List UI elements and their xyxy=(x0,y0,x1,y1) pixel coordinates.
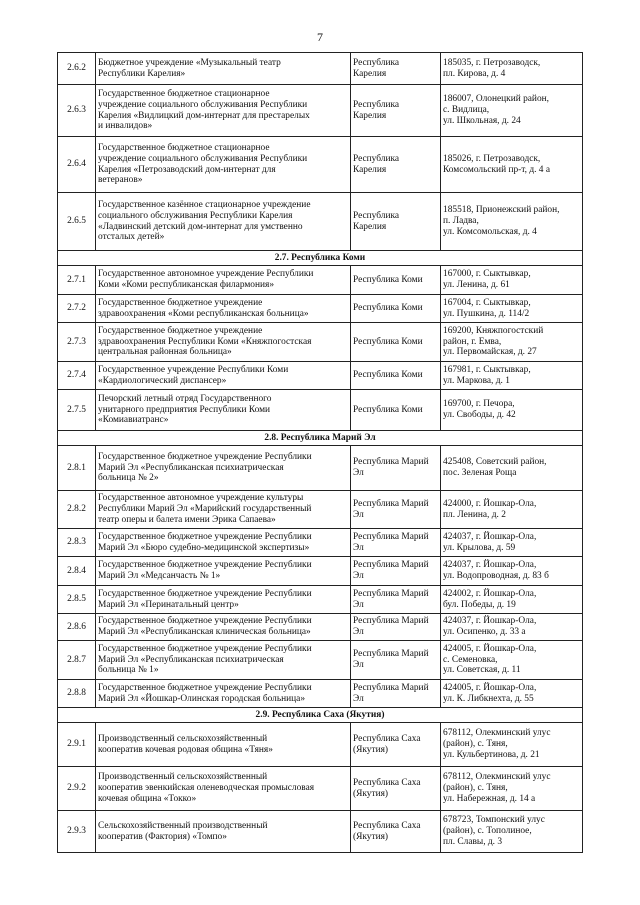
organization-name-cell xyxy=(96,323,351,362)
table-row xyxy=(58,446,583,491)
address-cell xyxy=(441,446,583,491)
address-line: ул. Школьная, д. 24 xyxy=(443,115,521,126)
address-line: район, г. Емва, xyxy=(443,336,502,347)
address-line: ул. Ленина, д. 61 xyxy=(443,280,510,290)
region-name-cell xyxy=(351,586,441,614)
item-number: 2.9.3 xyxy=(58,811,96,853)
organization-name-line: Государственное учреждение Республики Коми xyxy=(98,364,289,375)
region-name-line: Республика Марий xyxy=(353,498,429,509)
address-cell xyxy=(441,811,583,853)
organization-name-line: Бюджетное учреждение «Музыкальный театр xyxy=(98,57,281,68)
organization-name-line: Государственное бюджетное учреждение Республики xyxy=(98,616,312,627)
address-line: 424037, г. Йошкар-Ола, xyxy=(443,560,537,571)
address-line: 678112, Олекминский улус xyxy=(443,772,551,783)
item-number: 2.8.5 xyxy=(58,586,96,614)
organization-name-line: Производственный сельскохозяйственный xyxy=(98,772,268,783)
region-name-line: Карелия xyxy=(353,68,387,79)
address-line: ул. Кульбертинова, д. 21 xyxy=(443,749,540,760)
address-line: 185035, г. Петрозаводск, xyxy=(443,57,541,68)
address-cell xyxy=(441,323,583,362)
address-line: ул. Советская, д. 11 xyxy=(443,665,521,676)
address-line: ул. Свободы, д. 42 xyxy=(443,410,516,420)
organization-name-line: Государственное бюджетное стационарное xyxy=(98,88,270,99)
organization-name-cell xyxy=(96,557,351,586)
item-number: 2.7.1 xyxy=(58,266,96,295)
region-name-line: Республика xyxy=(353,210,400,221)
organization-name-line: унитарного предприятия Республики Коми xyxy=(98,404,271,415)
region-name-line: Эл xyxy=(353,627,364,637)
organization-name-line: учреждение социального обслуживания Республики xyxy=(98,99,308,110)
address-line: ул. Комсомольская, д. 4 xyxy=(443,226,537,237)
region-name-line: Республика Коми xyxy=(353,404,423,415)
organization-name-line: больница № 2» xyxy=(98,473,159,484)
organization-name-line: Печорский летный отряд Государственного xyxy=(98,393,272,404)
organization-name-line: здравоохранения «Коми республиканская больница» xyxy=(98,308,309,319)
address-line: пл. Ленина, д. 2 xyxy=(443,509,506,520)
address-cell xyxy=(441,390,583,431)
table-row xyxy=(58,193,583,251)
item-number: 2.8.4 xyxy=(58,557,96,586)
region-name-line: Республика Коми xyxy=(353,303,423,314)
organization-name-line: Республики Карелия» xyxy=(98,68,186,79)
organization-name-cell xyxy=(96,529,351,557)
organization-name-cell xyxy=(96,446,351,491)
organization-name-line: кооператив (Фактория) «Томпо» xyxy=(98,831,227,842)
region-name-cell xyxy=(351,557,441,586)
region-name-cell xyxy=(351,137,441,193)
organization-name-line: Карелия «Видлицкий дом-интернат для престарелых xyxy=(98,110,310,121)
organization-name-line: здравоохранения Республики Коми «Княжпогостская xyxy=(98,336,312,347)
address-line: 424037, г. Йошкар-Ола, xyxy=(443,616,537,627)
organization-name-cell xyxy=(96,767,351,811)
address-cell xyxy=(441,53,583,85)
organization-name-line: учреждение социального обслуживания Республики xyxy=(98,153,308,164)
region-name-cell xyxy=(351,529,441,557)
organization-name-line: Карелия «Петрозаводский дом-интернат для xyxy=(98,164,276,175)
region-name-line: (Якутия) xyxy=(353,788,389,799)
item-number: 2.7.4 xyxy=(58,362,96,390)
region-name-line: Эл xyxy=(353,693,364,704)
region-name-line: Республика Саха xyxy=(353,733,421,744)
organization-name-line: Государственное бюджетное учреждение xyxy=(98,297,263,308)
address-line: 167981, г. Сыктывкар, xyxy=(443,364,531,375)
region-name-cell xyxy=(351,614,441,641)
organization-name-line: кочевая община «Токко» xyxy=(98,793,197,804)
region-name-line: Республика Марий xyxy=(353,457,429,468)
item-number: 2.7.5 xyxy=(58,390,96,431)
organization-name-cell xyxy=(96,586,351,614)
region-name-line: Эл xyxy=(353,468,364,478)
address-line: (район), с. Тополиное, xyxy=(443,826,532,837)
region-name-line: Республика Коми xyxy=(353,336,423,347)
address-cell xyxy=(441,557,583,586)
organization-name-line: Государственное бюджетное стационарное xyxy=(98,142,270,153)
item-number: 2.6.2 xyxy=(58,53,96,85)
organization-name-cell xyxy=(96,362,351,390)
item-number: 2.8.6 xyxy=(58,614,96,641)
address-line: Комсомольский пр-т, д. 4 а xyxy=(443,164,550,175)
organization-name-line: и инвалидов» xyxy=(98,121,153,132)
organization-name-cell xyxy=(96,193,351,251)
address-line: 424005, г. Йошкар-Ола, xyxy=(443,643,537,654)
organization-name-line: Государственное бюджетное учреждение Республики xyxy=(98,531,312,542)
address-line: бул. Победы, д. 19 xyxy=(443,599,516,610)
region-name-line: (Якутия) xyxy=(353,831,389,842)
organization-name-line: Республики Марий Эл «Марийский государственный xyxy=(98,504,312,515)
address-line: п. Ладва, xyxy=(443,216,479,227)
region-name-line: Республика Марий xyxy=(353,682,429,693)
organization-name-line: Марий Эл «Перинатальный центр» xyxy=(98,599,239,610)
page-number: 7 xyxy=(317,30,323,44)
region-name-cell xyxy=(351,323,441,362)
table-row xyxy=(58,266,583,295)
organization-name-cell xyxy=(96,811,351,853)
address-line: 678723, Томпонский улус xyxy=(443,815,545,826)
item-number: 2.7.3 xyxy=(58,323,96,362)
address-cell xyxy=(441,85,583,137)
address-line: 169200, Княжпогостский xyxy=(443,325,544,336)
address-line: пл. Кирова, д. 4 xyxy=(443,68,506,79)
region-name-cell xyxy=(351,53,441,85)
region-name-line: Эл xyxy=(353,599,364,610)
address-cell xyxy=(441,614,583,641)
address-line: 167004, г. Сыктывкар, xyxy=(443,297,531,308)
address-cell xyxy=(441,193,583,251)
organization-name-cell xyxy=(96,390,351,431)
organization-name-cell xyxy=(96,266,351,295)
table-row xyxy=(58,723,583,767)
region-name-line: Республика xyxy=(353,99,400,110)
item-number: 2.6.3 xyxy=(58,85,96,137)
item-number: 2.9.1 xyxy=(58,723,96,767)
organization-name-cell xyxy=(96,295,351,323)
organization-name-cell xyxy=(96,491,351,529)
region-name-line: Эл xyxy=(353,571,364,581)
item-number: 2.8.8 xyxy=(58,680,96,708)
address-line: 425408, Советский район, xyxy=(443,457,547,468)
organization-name-line: Производственный сельскохозяйственный xyxy=(98,733,268,744)
region-name-line: Эл xyxy=(353,509,364,520)
organization-name-line: Государственное автономное учреждение культуры xyxy=(98,493,304,504)
table-row xyxy=(58,680,583,708)
address-line: 424005, г. Йошкар-Ола, xyxy=(443,682,537,693)
address-line: пл. Славы, д. 3 xyxy=(443,836,503,847)
address-line: 185518, Прионежский район, xyxy=(443,205,560,216)
address-line: ул. Набережная, д. 14 а xyxy=(443,793,536,804)
region-name-line: Республика Коми xyxy=(353,274,423,285)
organization-name-cell xyxy=(96,85,351,137)
organization-name-line: Государственное казённое стационарное учреждение xyxy=(98,199,311,210)
item-number: 2.8.7 xyxy=(58,641,96,680)
organization-name-line: Марий Эл «Республиканская психиатрическая xyxy=(98,462,284,473)
address-cell xyxy=(441,295,583,323)
address-cell xyxy=(441,362,583,390)
address-cell xyxy=(441,266,583,295)
region-name-line: Эл xyxy=(353,660,364,670)
address-line: (район), с. Тяня, xyxy=(443,783,508,794)
region-name-cell xyxy=(351,641,441,680)
region-name-line: Республика Марий xyxy=(353,649,429,660)
region-name-line: Республика Марий xyxy=(353,616,429,627)
organization-name-line: кооператив кочевая родовая община «Тяня» xyxy=(98,744,273,755)
table-row xyxy=(58,323,583,362)
table-row xyxy=(58,614,583,641)
table-row xyxy=(58,557,583,586)
address-cell xyxy=(441,529,583,557)
item-number: 2.6.5 xyxy=(58,193,96,251)
address-line: 186007, Олонецкий район, xyxy=(443,94,549,105)
region-name-line: Эл xyxy=(353,542,364,553)
address-line: ул. Пушкина, д. 114/2 xyxy=(443,308,530,319)
table-row xyxy=(58,811,583,853)
region-name-cell xyxy=(351,491,441,529)
section-header-row xyxy=(58,431,583,446)
address-cell xyxy=(441,767,583,811)
region-name-line: Карелия xyxy=(353,164,387,175)
table-row xyxy=(58,137,583,193)
organization-name-cell xyxy=(96,641,351,680)
table-row xyxy=(58,53,583,85)
item-number: 2.9.2 xyxy=(58,767,96,811)
address-line: с. Семеновка, xyxy=(443,654,498,665)
organization-name-cell xyxy=(96,723,351,767)
address-line: ул. Маркова, д. 1 xyxy=(443,375,510,386)
table-row xyxy=(58,295,583,323)
organization-name-line: «Ладвинский детский дом-интернат для умственно xyxy=(98,221,303,232)
section-title: 2.7. Республика Коми xyxy=(58,251,583,266)
organization-name-line: больница № 1» xyxy=(98,665,159,676)
address-line: 167000, г. Сыктывкар, xyxy=(443,269,531,280)
section-header-row xyxy=(58,708,583,723)
region-name-line: Республика Коми xyxy=(353,370,423,381)
organization-name-line: Марий Эл «Республиканская клиническая больница» xyxy=(98,627,311,637)
address-line: ул. Первомайская, д. 27 xyxy=(443,347,537,358)
table-row xyxy=(58,586,583,614)
organization-name-line: Сельскохозяйственный производственный xyxy=(98,820,268,831)
region-name-line: Республика Марий xyxy=(353,560,429,571)
section-title: 2.8. Республика Марий Эл xyxy=(58,431,583,446)
region-name-cell xyxy=(351,266,441,295)
organization-name-line: Государственное бюджетное учреждение Республики xyxy=(98,588,312,599)
address-line: 185026, г. Петрозаводск, xyxy=(443,153,541,164)
organization-name-line: ветеранов» xyxy=(98,175,143,186)
item-number: 2.8.1 xyxy=(58,446,96,491)
region-name-line: Республика xyxy=(353,57,400,68)
region-name-cell xyxy=(351,193,441,251)
region-name-line: Республика xyxy=(353,153,400,164)
region-name-cell xyxy=(351,295,441,323)
organization-name-line: Коми «Коми республиканская филармония» xyxy=(98,280,275,290)
organization-name-line: Марий Эл «Медсанчасть № 1» xyxy=(98,571,221,581)
table-row xyxy=(58,641,583,680)
section-title: 2.9. Республика Саха (Якутия) xyxy=(58,708,583,723)
address-line: пос. Зеленая Роща xyxy=(443,468,517,478)
organization-name-cell xyxy=(96,137,351,193)
organization-name-line: отсталых детей» xyxy=(98,232,165,243)
item-number: 2.7.2 xyxy=(58,295,96,323)
organization-name-line: кооператив эвенкийская оленеводческая промысловая xyxy=(98,783,315,794)
organization-name-cell xyxy=(96,614,351,641)
organization-name-line: Государственное автономное учреждение Республики xyxy=(98,269,314,280)
region-name-line: Карелия xyxy=(353,221,387,232)
address-line: (район), с. Тяня, xyxy=(443,739,508,750)
address-line: 169700, г. Печора, xyxy=(443,399,515,410)
address-cell xyxy=(441,723,583,767)
item-number: 2.8.2 xyxy=(58,491,96,529)
organization-name-cell xyxy=(96,680,351,708)
organization-name-line: «Кардиологический диспансер» xyxy=(98,375,227,386)
address-cell xyxy=(441,137,583,193)
region-name-cell xyxy=(351,680,441,708)
table-row xyxy=(58,529,583,557)
organization-name-line: Государственное бюджетное учреждение Республики xyxy=(98,560,312,571)
registry-table-body xyxy=(58,53,583,853)
table-row xyxy=(58,362,583,390)
organization-name-line: Марий Эл «Республиканская психиатрическая xyxy=(98,654,284,665)
address-line: 424037, г. Йошкар-Ола, xyxy=(443,531,537,542)
organization-name-line: театр оперы и балета имени Эрика Сапаева» xyxy=(98,514,276,525)
organization-name-line: Государственное бюджетное учреждение xyxy=(98,325,263,336)
address-line: 424000, г. Йошкар-Ола, xyxy=(443,498,537,509)
organization-name-line: Марий Эл «Йошкар-Олинская городская больница» xyxy=(98,693,306,704)
address-cell xyxy=(441,680,583,708)
organization-name-line: Марий Эл «Бюро судебно-медицинской экспертизы» xyxy=(98,542,310,553)
section-header-row xyxy=(58,251,583,266)
organization-name-line: Государственное бюджетное учреждение Республики xyxy=(98,451,312,462)
item-number: 2.8.3 xyxy=(58,529,96,557)
address-line: ул. Водопроводная, д. 83 б xyxy=(443,571,549,581)
address-line: 424002, г. Йошкар-Ола, xyxy=(443,588,537,599)
region-name-cell xyxy=(351,723,441,767)
table-row xyxy=(58,491,583,529)
address-line: ул. К. Либкнехта, д. 55 xyxy=(443,693,534,704)
region-name-line: Республика Саха xyxy=(353,777,421,788)
organization-name-line: социального обслуживания Республики Карелия xyxy=(98,210,293,221)
organization-name-cell xyxy=(96,53,351,85)
address-cell xyxy=(441,641,583,680)
registry-table xyxy=(57,52,583,853)
item-number: 2.6.4 xyxy=(58,137,96,193)
address-cell xyxy=(441,491,583,529)
region-name-line: (Якутия) xyxy=(353,744,389,755)
address-line: ул. Осипенко, д. 33 а xyxy=(443,627,526,637)
organization-name-line: «Комиавиатранс» xyxy=(98,415,169,426)
region-name-cell xyxy=(351,811,441,853)
organization-name-line: Государственное бюджетное учреждение Республики xyxy=(98,682,312,693)
region-name-cell xyxy=(351,390,441,431)
address-line: ул. Крылова, д. 59 xyxy=(443,542,516,553)
region-name-cell xyxy=(351,362,441,390)
region-name-cell xyxy=(351,446,441,491)
address-cell xyxy=(441,586,583,614)
region-name-cell xyxy=(351,85,441,137)
organization-name-line: Государственное бюджетное учреждение Республики xyxy=(98,643,312,654)
region-name-line: Республика Марий xyxy=(353,531,429,542)
address-line: с. Видлица, xyxy=(443,105,490,116)
region-name-cell xyxy=(351,767,441,811)
table-row xyxy=(58,767,583,811)
table-row xyxy=(58,85,583,137)
table-row xyxy=(58,390,583,431)
organization-name-line: центральная районная больница» xyxy=(98,347,232,358)
region-name-line: Республика Саха xyxy=(353,820,421,831)
region-name-line: Карелия xyxy=(353,110,387,121)
region-name-line: Республика Марий xyxy=(353,588,429,599)
address-line: 678112, Олекминский улус xyxy=(443,728,551,739)
